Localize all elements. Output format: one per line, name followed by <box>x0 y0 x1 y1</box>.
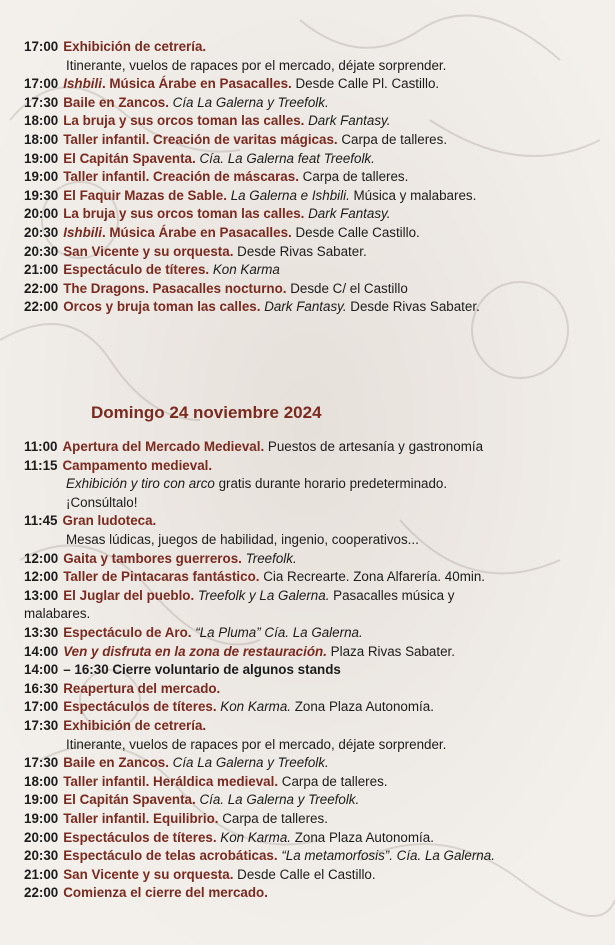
entry-time: 13:00 <box>24 587 59 603</box>
entry-time: 22:00 <box>24 299 59 315</box>
entry-title: Espectáculo de telas acrobáticas. <box>63 848 278 864</box>
schedule-entry <box>24 261 607 279</box>
entry-description: malabares. <box>24 606 91 622</box>
entry-title: Espectáculos de títeres. <box>63 829 217 845</box>
entry-time: 21:00 <box>24 866 59 882</box>
schedule-entry <box>24 773 607 791</box>
schedule-entry <box>24 829 607 847</box>
entry-title: Baile en Zancos. <box>63 94 169 110</box>
schedule-entry <box>24 866 607 884</box>
entry-title: La bruja y sus orcos toman las calles. <box>63 206 305 222</box>
schedule-entry <box>24 38 607 56</box>
entry-time: 20:30 <box>24 848 59 864</box>
entry-time: 21:00 <box>24 262 59 278</box>
entry-time: 16:30 <box>24 680 59 696</box>
entry-description: Carpa de talleres. <box>218 811 328 826</box>
entry-description: Carpa de talleres. <box>337 132 448 147</box>
schedule-entry <box>66 494 607 512</box>
entry-company: Dark Fantasy. <box>304 113 391 129</box>
entry-description: Desde C/ el Castillo <box>286 280 408 296</box>
entry-description: gratis durante horario predeterminado. <box>214 476 448 492</box>
entry-time: 22:00 <box>24 885 59 901</box>
entry-time: 17:30 <box>24 718 59 733</box>
entry-time: 11:15 <box>24 457 58 473</box>
entry-title: San Vicente y su orquesta. <box>63 243 234 259</box>
entry-description: Puestos de artesanía y gastronomía <box>264 439 484 454</box>
entry-time: 19:30 <box>24 187 59 203</box>
entry-title: Espectáculos de títeres. <box>63 699 217 715</box>
schedule-entry <box>24 131 607 149</box>
entry-time: 22:00 <box>24 280 59 296</box>
schedule-entry <box>66 736 607 754</box>
entry-title: La bruja y sus orcos toman las calles. <box>63 113 305 129</box>
schedule-entry <box>24 791 607 809</box>
entry-time: 18:00 <box>24 132 59 147</box>
entry-description: Desde Rivas Sabater. <box>233 243 367 259</box>
schedule-entry <box>24 605 607 623</box>
entry-title: Ishbili <box>63 76 102 92</box>
entry-company: Treefolk y La Galerna. <box>194 587 330 603</box>
entry-title: Espectáculo de títeres. <box>63 262 210 278</box>
schedule-entry <box>24 661 607 679</box>
entry-company: La Galerna e Ishbili. <box>226 187 350 203</box>
entry-title: Apertura del Mercado Medieval. <box>62 439 265 454</box>
entry-time: 19:00 <box>24 792 59 808</box>
entry-description: Carpa de talleres. <box>278 773 388 789</box>
entry-description: Itinerante, vuelos de rapaces por el mercado, déjate sorprender. <box>66 57 447 73</box>
entry-title: Comienza el cierre del mercado. <box>63 885 268 901</box>
entry-title: Exhibición de cetrería. <box>63 718 207 733</box>
entry-company: Treefolk. <box>241 550 297 566</box>
entry-company: Kon Karma. <box>216 699 291 715</box>
entry-time: 12:00 <box>24 569 59 585</box>
entry-company: “La Pluma” Cía. La Galerna. <box>191 625 363 640</box>
entry-company: Cía. La Galerna y Treefolk. <box>195 792 360 808</box>
schedule-entry <box>24 168 607 186</box>
entry-description: Pasacalles música y <box>329 587 455 603</box>
entry-company: Dark Fantasy. <box>304 206 391 222</box>
entry-description: Desde Calle Castillo. <box>291 225 420 240</box>
entry-description: Zona Plaza Autonomía. <box>291 699 434 715</box>
entry-description: ¡Consúltalo! <box>66 494 138 510</box>
entry-time: 20:30 <box>24 243 59 259</box>
schedule-entry <box>24 94 607 112</box>
entry-title: Ishbili <box>63 225 102 240</box>
entry-time: 14:00 <box>24 643 59 659</box>
entry-title: – 16:30 Cierre voluntario de algunos stands <box>63 662 341 678</box>
entry-company: Exhibición y tiro con arco <box>66 476 215 492</box>
schedule-entry <box>66 57 607 75</box>
schedule-entry <box>66 531 607 549</box>
schedule-entry <box>24 587 607 605</box>
entry-time: 17:00 <box>24 39 59 54</box>
entry-company: Kon Karma <box>209 262 280 278</box>
entry-time: 11:00 <box>24 439 58 454</box>
schedule-entry <box>24 550 607 568</box>
entry-time: 18:00 <box>24 773 59 789</box>
entry-company: Cía. La Galerna feat Treefolk. <box>195 150 375 166</box>
entry-description: Cia Recrearte. Zona Alfarería. 40min. <box>259 569 485 585</box>
entry-description: Zona Plaza Autonomía. <box>291 829 434 845</box>
schedule-entry <box>24 457 607 475</box>
entry-description: Desde Calle Pl. Castillo. <box>291 76 440 92</box>
entry-title: Campamento medieval. <box>62 457 213 473</box>
entry-title: El Juglar del pueblo. <box>63 587 195 603</box>
entry-description: Itinerante, vuelos de rapaces por el mercado, déjate sorprender. <box>66 736 447 752</box>
entry-time: 17:00 <box>24 699 59 715</box>
entry-company: “La metamorfosis”. Cía. La Galerna. <box>277 848 495 864</box>
entry-time: 19:00 <box>24 811 59 826</box>
schedule-entry <box>24 280 607 298</box>
entry-title: Gran ludoteca. <box>62 513 157 529</box>
entry-description: Carpa de talleres. <box>298 169 409 185</box>
schedule-entry <box>24 512 607 530</box>
entry-company: Dark Fantasy. <box>260 299 347 315</box>
entry-company: Cía La Galerna y Treefolk. <box>168 755 329 771</box>
entry-time: 20:00 <box>24 829 59 845</box>
schedule-entry <box>24 298 607 316</box>
entry-title: . Música Árabe en Pasacalles. <box>101 76 292 92</box>
schedule-entry <box>24 224 607 242</box>
entry-company: Kon Karma. <box>216 829 291 845</box>
entry-time: 17:00 <box>24 76 59 92</box>
entry-title: Baile en Zancos. <box>63 755 169 771</box>
entry-time: 12:00 <box>24 550 59 566</box>
entry-title: Espectáculo de Aro. <box>63 625 192 640</box>
entry-title: El Capitán Spaventa. <box>63 792 196 808</box>
entry-title: Taller infantil. Creación de máscaras. <box>63 169 299 185</box>
entry-time: 19:00 <box>24 150 59 166</box>
schedule-entry <box>24 568 607 586</box>
schedule-entry <box>24 150 607 168</box>
entry-title: Taller infantil. Heráldica medieval. <box>63 773 279 789</box>
schedule-entry <box>24 847 607 865</box>
entry-title: Taller infantil. Creación de varitas mágicas. <box>63 132 338 147</box>
schedule-entry <box>24 680 607 698</box>
entry-time: 17:30 <box>24 94 59 110</box>
entry-description: Música y malabares. <box>349 187 477 203</box>
schedule-entry <box>24 810 607 828</box>
entry-title: El Capitán Spaventa. <box>63 150 196 166</box>
entry-time: 17:30 <box>24 755 59 771</box>
entry-description: Plaza Rivas Sabater. <box>326 643 455 659</box>
entry-title: Gaita y tambores guerreros. <box>63 550 242 566</box>
schedule-entry <box>24 624 607 642</box>
schedule-entry <box>24 698 607 716</box>
entry-title: Exhibición de cetrería. <box>63 39 207 54</box>
entry-title: Orcos y bruja toman las calles. <box>63 299 261 315</box>
schedule-entry <box>24 243 607 261</box>
sunday-heading: Domingo 24 noviembre 2024 <box>91 403 322 422</box>
entry-time: 19:00 <box>24 169 59 185</box>
entry-company: Cía La Galerna y Treefolk. <box>168 94 329 110</box>
entry-title: Taller de Pintacaras fantástico. <box>63 569 260 585</box>
schedule-entry <box>24 75 607 93</box>
entry-time: 18:00 <box>24 113 59 129</box>
entry-title: Reapertura del mercado. <box>63 680 221 696</box>
schedule-entry <box>24 717 607 735</box>
schedule-entry <box>24 205 607 223</box>
entry-title: . Música Árabe en Pasacalles. <box>101 225 292 240</box>
entry-time: 11:45 <box>24 513 58 529</box>
entry-title: El Faquir Mazas de Sable. <box>63 187 227 203</box>
entry-time: 20:30 <box>24 225 59 240</box>
schedule-entry <box>24 754 607 772</box>
entry-description: Mesas lúdicas, juegos de habilidad, ingenio, cooperativos... <box>66 532 419 547</box>
entry-title: Ven y disfruta en la zona de restauración. <box>63 643 327 659</box>
schedule-entry <box>66 475 607 493</box>
entry-time: 13:30 <box>24 625 59 640</box>
entry-title: San Vicente y su orquesta. <box>63 866 234 882</box>
schedule-entry <box>24 643 607 661</box>
entry-title: The Dragons. Pasacalles nocturno. <box>63 280 287 296</box>
schedule-entry <box>24 438 607 456</box>
schedule-entry <box>24 187 607 205</box>
entry-description: Desde Rivas Sabater. <box>346 299 480 315</box>
entry-time: 20:00 <box>24 206 59 222</box>
entry-time: 14:00 <box>24 662 59 678</box>
entry-description: Desde Calle el Castillo. <box>233 866 376 882</box>
schedule-entry <box>24 884 607 902</box>
schedule-entry <box>24 112 607 130</box>
entry-title: Taller infantil. Equilibrio. <box>63 811 219 826</box>
